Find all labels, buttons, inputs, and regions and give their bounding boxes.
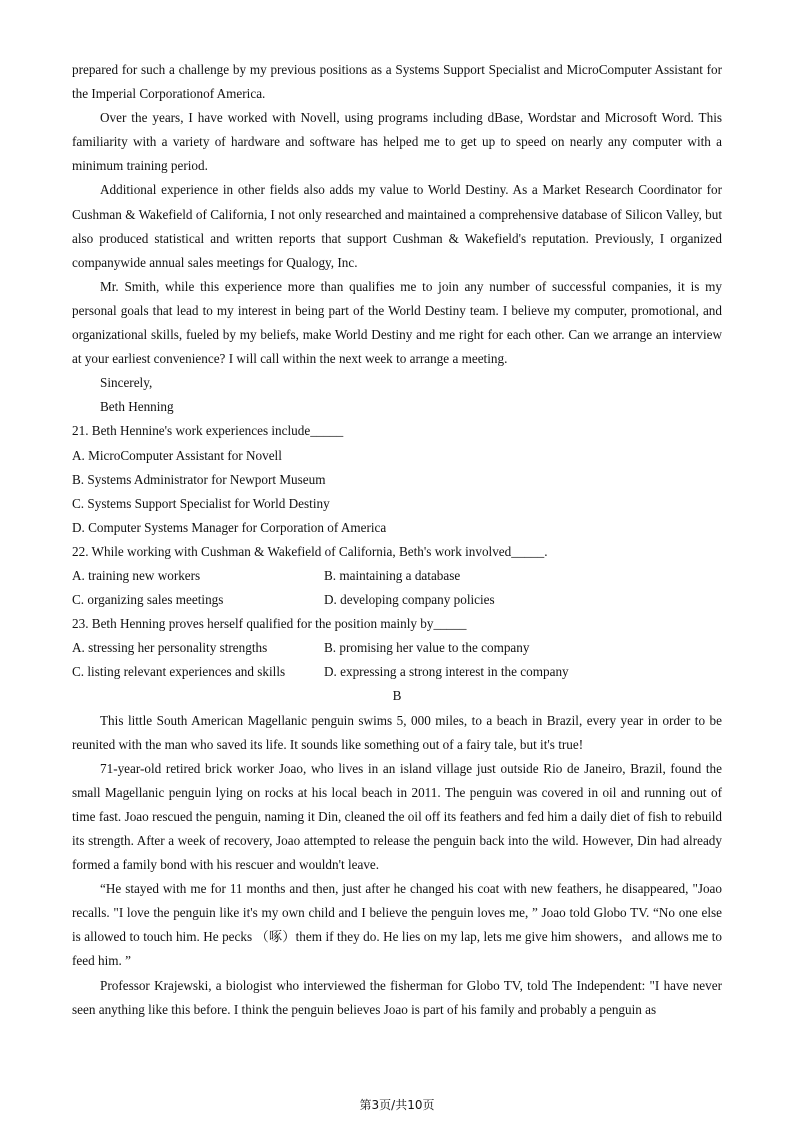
letter-paragraph-2: Over the years, I have worked with Novell, using programs including dBase, Wordstar and Microsoft Word. This familiarity with a variety of hardware and software has helped me to get up to speed on nearly any computer with a minimum training period.	[72, 110, 722, 174]
question-22-option-c: C. organizing sales meetings	[72, 592, 224, 608]
passage-b-paragraph-1: This little South American Magellanic penguin swims 5, 000 miles, to a beach in Brazil, every year in order to be reunited with the man who saved its life. It sounds like something out of a fairy tale, but it's true!	[72, 712, 722, 752]
section-b-heading: B	[392, 688, 402, 704]
question-22-options-row-2	[72, 588, 722, 612]
letter-paragraph-1: prepared for such a challenge by my previous positions as a Systems Support Specialist and MicroComputer Assistant for the Imperial Corporationof America.	[72, 62, 722, 102]
passage-b-paragraph-2: 71-year-old retired brick worker Joao, who lives in an island village just outside Rio de Janeiro, Brazil, found the small Magellanic penguin lying on rocks at his local beach in 2011. The penguin was covered in oil and running out of time fast. Joao rescued the penguin, naming it Din, cleaned the oil off its feathers and fed him a daily diet of fish to rebuild its strength. After a week of recovery, Joao attempted to release the penguin back into the wild. However, Din had already formed a family bond with his rescuer and wouldn't leave.	[72, 760, 722, 873]
question-21-option-a: A. MicroComputer Assistant for Novell	[72, 447, 282, 463]
letter-paragraph-3: Additional experience in other fields also adds my value to World Destiny. As a Market Research Coordinator for Cushman & Wakefield of California, I not only researched and maintained a comprehensive database of Silicon Valley, but also produced statistical and written reports that support Cushman & Wakefield's reputation. Previously, I organized companywide annual sales meetings for Qualogy, Inc.	[72, 182, 722, 270]
question-23-option-d: D. expressing a strong interest in the company	[324, 664, 569, 680]
question-21-stem: 21. Beth Hennine's work experiences include_____	[72, 423, 344, 439]
question-23-stem: 23. Beth Henning proves herself qualified for the position mainly by_____	[72, 616, 467, 632]
passage-b-paragraph-4: Professor Krajewski, a biologist who interviewed the fisherman for Globo TV, told The Independent: "I have never seen anything like this before. I think the penguin believes Joao is part of his family and probably a penguin as	[72, 977, 722, 1017]
question-21-option-c: C. Systems Support Specialist for World Destiny	[72, 495, 330, 511]
question-23-option-b: B. promising her value to the company	[324, 640, 530, 656]
question-23-option-c: C. listing relevant experiences and skills	[72, 664, 286, 680]
question-22-options-row-1	[72, 564, 722, 588]
document-page	[72, 58, 722, 1022]
question-22-option-d: D. developing company policies	[324, 592, 495, 608]
letter-paragraph-4: Mr. Smith, while this experience more than qualifies me to join any number of successful companies, it is my personal goals that lead to my interest in being part of the World Destiny team. I believe my computer, promotional, and organizational skills, fueled by my beliefs, make World Destiny and me right for each other. Can we arrange an interview at your earliest convenience? I will call within the next week to arrange a meeting.	[72, 278, 722, 367]
question-22-stem: 22. While working with Cushman & Wakefield of California, Beth's work involved_____.	[72, 543, 548, 559]
question-22-option-b: B. maintaining a database	[324, 567, 461, 583]
question-21-option-d: D. Computer Systems Manager for Corporation of America	[72, 519, 387, 535]
letter-signature: Beth Henning	[100, 399, 174, 415]
question-22-option-a: A. training new workers	[72, 567, 201, 583]
passage-b-paragraph-3: “He stayed with me for 11 months and then, just after he changed his coat with new feathers, he disappeared, "Joao recalls. "I love the penguin like it's my own child and I believe the penguin loves me, ” Joao told Globo TV. “No one else is allowed to touch him. He pecks （啄）them if they do. He lies on my lap, lets me give him showers，and allows me to feed him. ”	[72, 881, 722, 969]
page-number-footer: 第3页/共10页	[359, 1098, 435, 1112]
question-23-options-row-2	[72, 660, 722, 684]
question-21-option-b: B. Systems Administrator for Newport Museum	[72, 471, 326, 487]
letter-closing: Sincerely,	[100, 375, 153, 391]
question-23-options-row-1	[72, 636, 722, 660]
question-23-option-a: A. stressing her personality strengths	[72, 640, 268, 656]
